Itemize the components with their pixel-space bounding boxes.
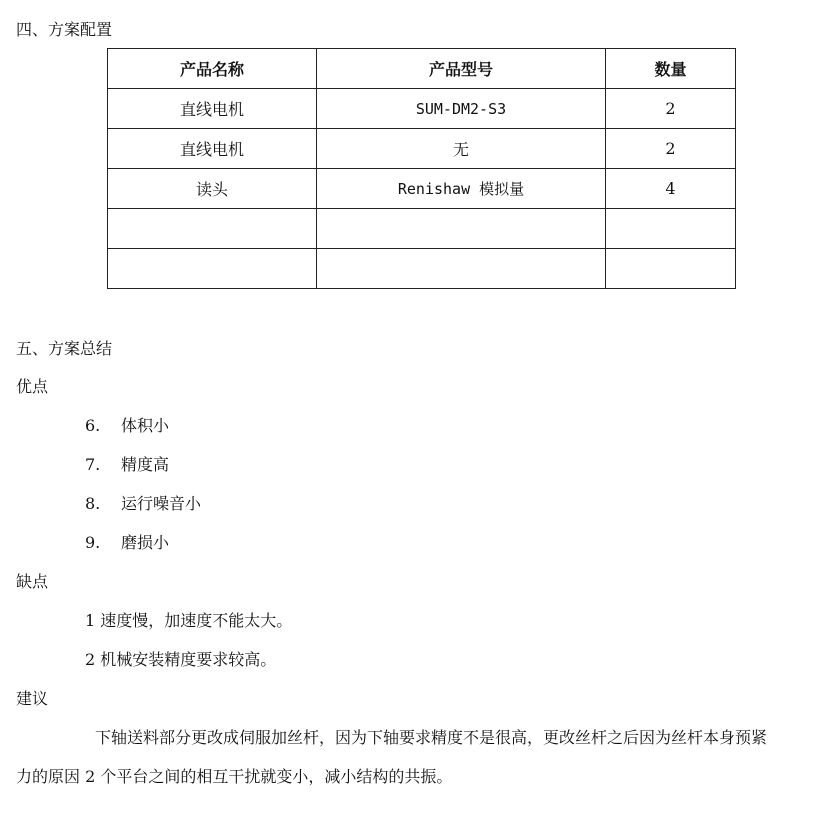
suggest-paragraph-line-1: 下轴送料部分更改成伺服加丝杆，因为下轴要求精度不是很高，更改丝杆之后因为丝杆本身预紧 — [95, 728, 768, 747]
cell-product-name: 直线电机 — [108, 89, 317, 129]
list-number: 6. — [85, 416, 101, 435]
config-table — [107, 48, 736, 289]
cell-product-model: 无 — [317, 129, 606, 169]
section-5-heading: 五、方案总结 — [16, 339, 113, 358]
cons-item: 1 速度慢，加速度不能太大。 — [85, 611, 293, 630]
cons-item: 2 机械安装精度要求较高。 — [85, 650, 277, 669]
list-item — [85, 455, 169, 475]
header-product-model: 产品型号 — [317, 49, 606, 89]
section-4-heading: 四、方案配置 — [16, 20, 113, 39]
table-row-empty — [108, 249, 736, 289]
table-row — [108, 89, 736, 129]
cell-quantity: 2 — [606, 129, 736, 169]
list-text: 磨损小 — [121, 533, 170, 552]
list-number: 7. — [85, 455, 101, 474]
list-text: 精度高 — [121, 455, 170, 474]
cell-product-model: Renishaw 模拟量 — [317, 169, 606, 209]
header-product-name: 产品名称 — [108, 49, 317, 89]
list-number: 8. — [85, 494, 101, 513]
cell-quantity: 4 — [606, 169, 736, 209]
table-row — [108, 129, 736, 169]
suggest-paragraph-line-2: 力的原因 2 个平台之间的相互干扰就变小，减小结构的共振。 — [16, 767, 453, 786]
list-number: 9. — [85, 533, 101, 552]
cell-product-model: SUM-DM2-S3 — [317, 89, 606, 129]
cell-product-name: 读头 — [108, 169, 317, 209]
table-row — [108, 169, 736, 209]
cell-quantity — [606, 209, 736, 249]
cell-product-name: 直线电机 — [108, 129, 317, 169]
list-item — [85, 533, 169, 553]
list-text: 体积小 — [121, 416, 170, 435]
list-item — [85, 494, 201, 514]
table-header-row — [108, 49, 736, 89]
list-item — [85, 416, 169, 436]
suggest-label: 建议 — [16, 689, 49, 708]
cell-quantity: 2 — [606, 89, 736, 129]
header-quantity: 数量 — [606, 49, 736, 89]
pros-label: 优点 — [16, 377, 49, 396]
table-row-empty — [108, 209, 736, 249]
cons-label: 缺点 — [16, 572, 49, 591]
cell-product-name — [108, 249, 317, 289]
cell-quantity — [606, 249, 736, 289]
cell-product-model — [317, 209, 606, 249]
list-text: 运行噪音小 — [121, 494, 202, 513]
cell-product-name — [108, 209, 317, 249]
cell-product-model — [317, 249, 606, 289]
